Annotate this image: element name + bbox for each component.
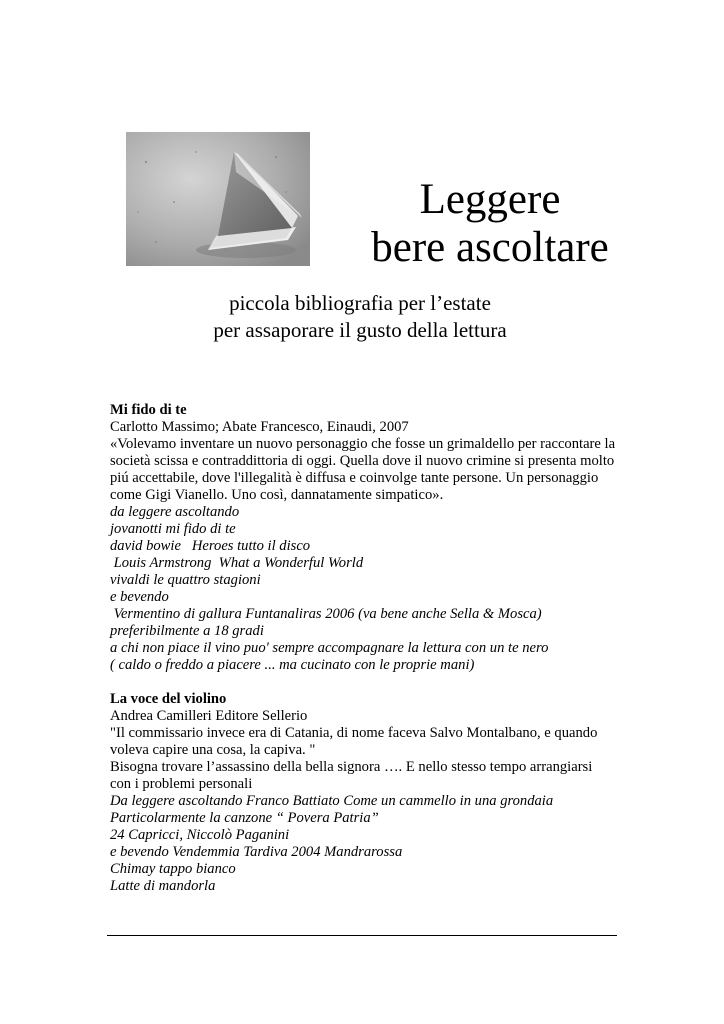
subtitle-line: piccola bibliografia per l’estate [229, 291, 491, 315]
subtitle-line: per assaporare il gusto della lettura [213, 318, 507, 342]
cover-photo-book-on-sand [126, 132, 310, 266]
book-description-line: voleva capire una cosa, la capiva. " [110, 742, 316, 758]
book-description: «Volevamo inventare un nuovo personaggio che fosse un grimaldello per raccontare la società scissa e contraddittoria di oggi. Quella dove il nuovo crimine si presenta molto piú accettabile, dove l'illegalità è diffusa e coinvolge tante persone. Un personaggio come Gigi Vianello. Uno così, dannatamente simpatico». [110, 436, 616, 503]
note-line: da leggere ascoltando [110, 504, 240, 520]
page-title [330, 176, 650, 272]
book-title: La voce del violino [110, 691, 227, 707]
note-line: e bevendo Vendemmia Tardiva 2004 Mandrarossa [110, 844, 403, 860]
note-line: e bevendo [110, 589, 169, 605]
note-line: vivaldi le quattro stagioni [110, 572, 261, 588]
title-line: Leggere [419, 176, 561, 223]
book-description-line: "Il commissario invece era di Catania, di nome faceva Salvo Montalbano, e quando [110, 725, 598, 741]
title-line: bere ascoltare [371, 224, 609, 271]
book-title: Mi fido di te [110, 402, 187, 418]
book-entry [110, 691, 630, 895]
note-line: 24 Capricci, Niccolò Paganini [110, 827, 290, 843]
note-line: Vermentino di gallura Funtanaliras 2006 (va bene anche Sella & Mosca) [110, 606, 542, 622]
footer-divider [107, 935, 617, 936]
note-line: jovanotti mi fido di te [110, 521, 236, 537]
note-line: david bowie Heroes tutto il disco [110, 538, 311, 554]
note-line: Latte di mandorla [110, 878, 216, 894]
book-description-line: con i problemi personali [110, 776, 253, 792]
note-line: Chimay tappo bianco [110, 861, 236, 877]
book-meta: Andrea Camilleri Editore Sellerio [110, 708, 308, 724]
subtitle [150, 290, 570, 344]
note-line: ( caldo o freddo a piacere ... ma cucinato con le proprie mani) [110, 657, 475, 673]
note-line: a chi non piace il vino puo' sempre accompagnare la lettura con un te nero [110, 640, 549, 656]
book-description-line: Bisogna trovare l’assassino della bella signora …. E nello stesso tempo arrangiarsi [110, 759, 593, 775]
book-meta: Carlotto Massimo; Abate Francesco, Einaudi, 2007 [110, 419, 409, 435]
bibliography [110, 402, 630, 912]
book-entry [110, 402, 630, 674]
note-line: Louis Armstrong What a Wonderful World [110, 555, 364, 571]
note-line: Particolarmente la canzone “ Povera Patria” [110, 810, 379, 826]
note-line: preferibilmente a 18 gradi [110, 623, 264, 639]
note-line: Da leggere ascoltando Franco Battiato Come un cammello in una grondaia [110, 793, 554, 809]
